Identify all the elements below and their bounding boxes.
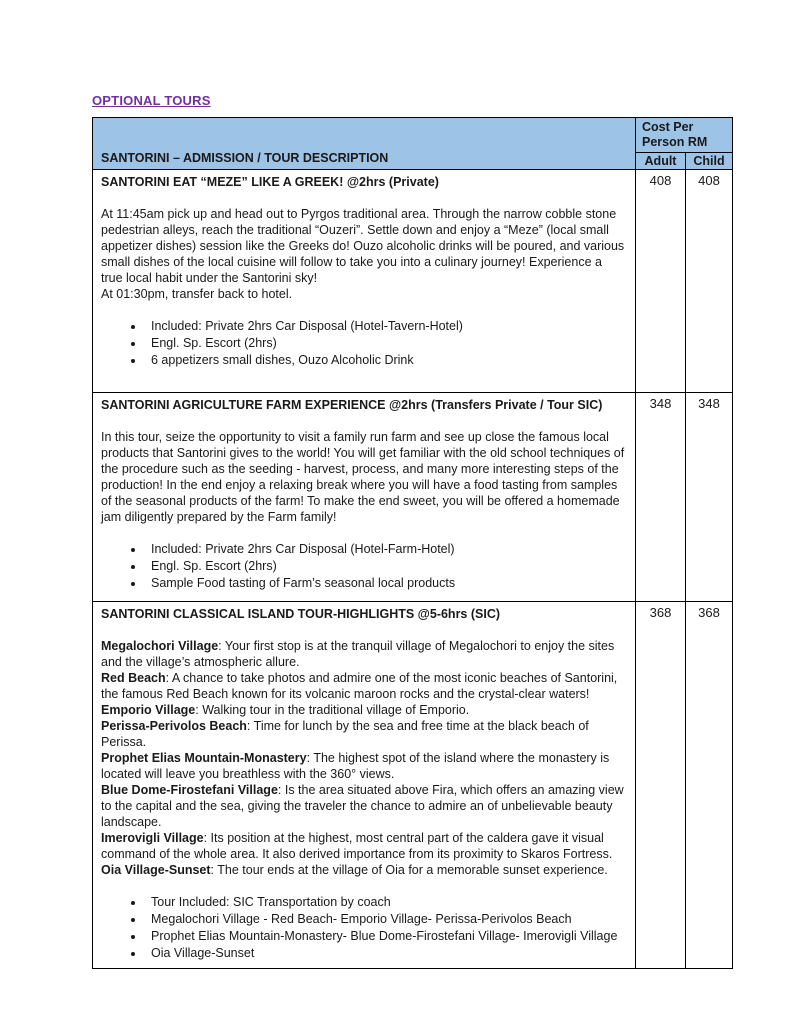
adult-price: 408	[636, 170, 686, 393]
highlight-name: Emporio Village	[101, 703, 196, 717]
list-item: • Engl. Sp. Escort (2hrs)	[145, 335, 625, 352]
highlight-text: : The tour ends at the village of Oia for a memorable sunset experience.	[210, 863, 608, 877]
tour-highlight	[101, 702, 625, 718]
list-item: • Tour Included: SIC Transportation by coach	[145, 894, 625, 911]
list-item: • Oia Village-Sunset	[145, 945, 625, 962]
page-title: OPTIONAL TOURS	[92, 93, 211, 108]
spacer	[101, 190, 625, 206]
adult-column-header: Adult	[636, 153, 686, 170]
child-column-header: Child	[686, 153, 733, 170]
tour-description-cell	[93, 393, 636, 602]
list-item: • 6 appetizers small dishes, Ouzo Alcoholic Drink	[145, 352, 625, 369]
spacer	[101, 878, 625, 894]
table-row-tour-classical-island	[93, 602, 733, 969]
tour-highlight	[101, 718, 625, 750]
description-column-header: SANTORINI – ADMISSION / TOUR DESCRIPTION	[93, 118, 636, 170]
highlight-name: Red Beach	[101, 671, 166, 685]
highlight-name: Oia Village-Sunset	[101, 863, 211, 877]
spacer	[101, 525, 625, 541]
child-price: 348	[686, 393, 733, 602]
tour-paragraph: At 01:30pm, transfer back to hotel.	[101, 287, 293, 301]
tour-highlight	[101, 670, 625, 702]
table-row-tour-meze	[93, 170, 733, 393]
tour-inclusions-list	[131, 894, 625, 962]
tour-highlight	[101, 862, 625, 878]
table-header-row	[93, 118, 733, 153]
cost-per-person-header: Cost Per Person RM	[636, 118, 733, 153]
tour-highlight	[101, 782, 625, 830]
child-price: 368	[686, 602, 733, 969]
tour-inclusions-list	[131, 318, 625, 369]
highlight-name: Blue Dome-Firostefani Village	[101, 783, 278, 797]
tour-title: SANTORINI EAT “MEZE” LIKE A GREEK! @2hrs (Private)	[101, 175, 439, 189]
tour-highlight	[101, 830, 625, 862]
highlight-text: : The highest spot of the island where the monastery is located will leave you breathless with the 360° views.	[101, 751, 610, 781]
highlight-name: Perissa-Perivolos Beach	[101, 719, 247, 733]
highlight-name: Prophet Elias Mountain-Monastery	[101, 751, 307, 765]
spacer	[101, 302, 625, 318]
list-item: • Megalochori Village - Red Beach- Emporio Village- Perissa-Perivolos Beach	[145, 911, 625, 928]
tour-paragraph: In this tour, seize the opportunity to visit a family run farm and see up close the famous local products that Santorini gives to the world! You will get familiar with the old school techniques of the procedure such as the seeding - harvest, process, and many more interesting steps of the production! In the end enjoy a relaxing break where you will have a food tasting from samples of the seasonal products of the farm! To make the end sweet, you will be offered a homemade jam diligently prepared by the Farm family!	[101, 430, 625, 524]
spacer	[101, 622, 625, 638]
list-item: • Included: Private 2hrs Car Disposal (Hotel-Tavern-Hotel)	[145, 318, 625, 335]
list-item: • Engl. Sp. Escort (2hrs)	[145, 558, 625, 575]
list-item: • Sample Food tasting of Farm’s seasonal local products	[145, 575, 625, 592]
tour-description-cell	[93, 602, 636, 969]
highlight-text: : Its position at the highest, most central part of the caldera gave it visual command of the whole area. It also derived importance from its proximity to Skaros Fortress.	[101, 831, 613, 861]
list-item: • Included: Private 2hrs Car Disposal (Hotel-Farm-Hotel)	[145, 541, 625, 558]
child-price: 408	[686, 170, 733, 393]
highlight-name: Imerovigli Village	[101, 831, 204, 845]
optional-tours-table	[92, 117, 733, 969]
highlight-text: : Your first stop is at the tranquil village of Megalochori to enjoy the sites and the village’s atmospheric allure.	[101, 639, 615, 669]
tour-paragraph: At 11:45am pick up and head out to Pyrgos traditional area. Through the narrow cobble stone pedestrian alleys, reach the traditional “Ouzeri”. Settle down and enjoy a “Meze” (local small appetizer dishes) session like the Greeks do! Ouzo alcoholic drinks will be poured, and various small dishes of the local cuisine will follow to take you into a culinary journey! Experience a true local habit under the Santorini sky!	[101, 207, 625, 285]
adult-price: 348	[636, 393, 686, 602]
tour-title: SANTORINI CLASSICAL ISLAND TOUR-HIGHLIGHTS @5-6hrs (SIC)	[101, 607, 501, 621]
tour-description-cell	[93, 170, 636, 393]
tour-highlight	[101, 638, 625, 670]
highlight-text: : Walking tour in the traditional village of Emporio.	[195, 703, 470, 717]
highlight-text: : Time for lunch by the sea and free time at the black beach of Perissa.	[101, 719, 589, 749]
tour-inclusions-list	[131, 541, 625, 592]
adult-price: 368	[636, 602, 686, 969]
tour-title: SANTORINI AGRICULTURE FARM EXPERIENCE @2hrs (Transfers Private / Tour SIC)	[101, 398, 603, 412]
highlight-name: Megalochori Village	[101, 639, 219, 653]
spacer	[101, 413, 625, 429]
table-row-tour-farm	[93, 393, 733, 602]
highlight-text: : Is the area situated above Fira, which offers an amazing view to the capital and the sea, giving the traveler the chance to admire an of unbelievable beauty landscape.	[101, 783, 624, 829]
list-item: • Prophet Elias Mountain-Monastery- Blue Dome-Firostefani Village- Imerovigli Village	[145, 928, 625, 945]
highlight-text: : A chance to take photos and admire one of the most iconic beaches of Santorini, the famous Red Beach known for its volcanic maroon rocks and the crystal-clear waters!	[101, 671, 618, 701]
tour-highlight	[101, 750, 625, 782]
